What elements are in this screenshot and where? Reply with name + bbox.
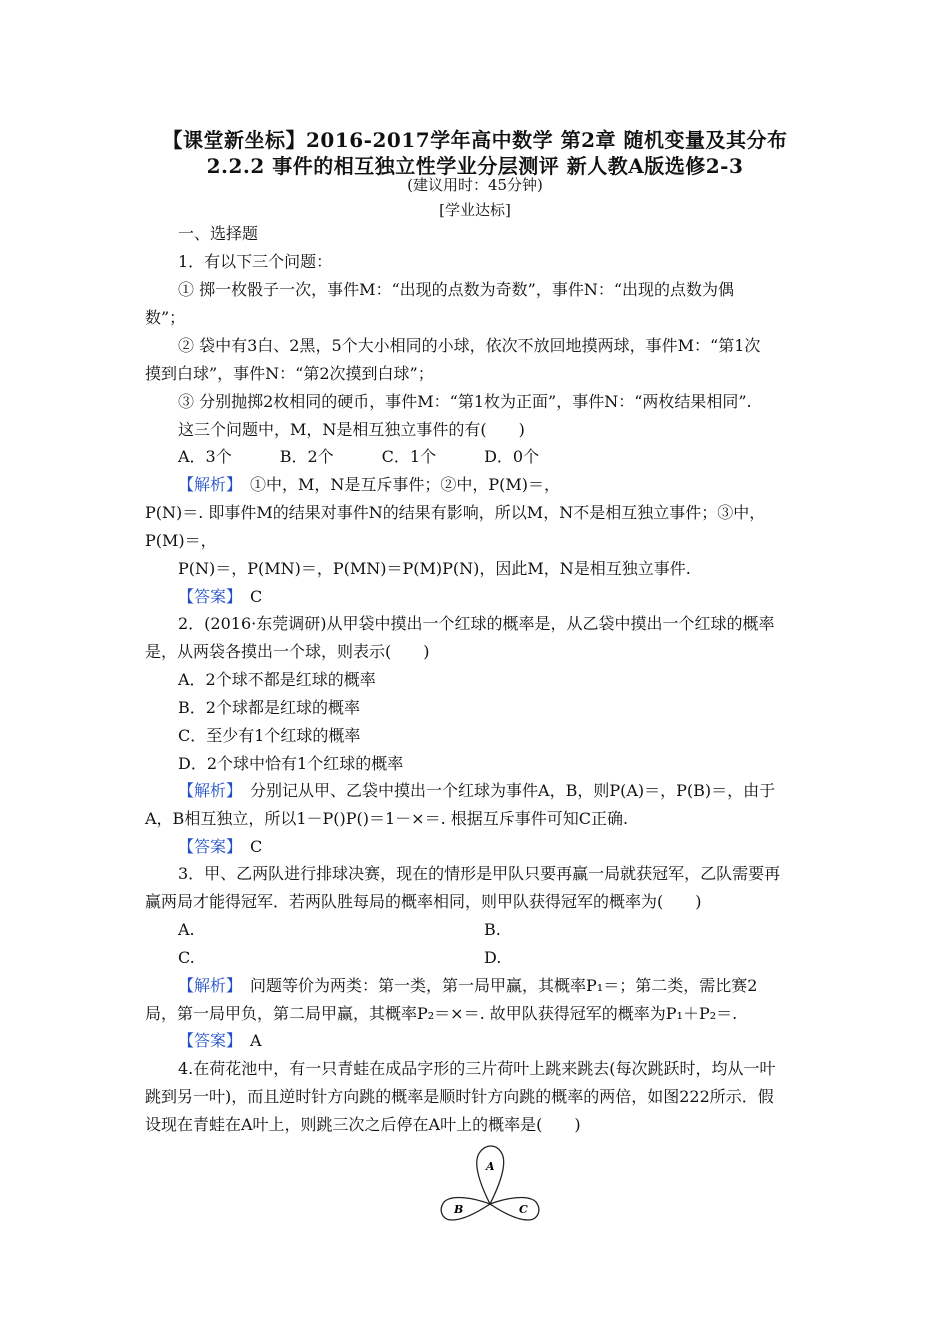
q2-stem-1: 2．(2016·东莞调研)从甲袋中摸出一个红球的概率是，从乙袋中摸出一个红球的概率	[178, 614, 775, 633]
q3-option-d: D.	[484, 948, 502, 967]
q1-item-3b: 这三个问题中，M，N是相互独立事件的有( )	[178, 420, 525, 439]
answer-tag: 【答案】	[178, 837, 235, 856]
q1-item-1b: 数”；	[145, 308, 186, 327]
leaf-c-label: C	[519, 1203, 528, 1216]
suggested-time: (建议用时：45分钟)	[407, 176, 543, 194]
q2-option-a: A．2个球不都是红球的概率	[178, 670, 376, 689]
lily-pad-figure	[430, 1140, 550, 1224]
q1-answer	[178, 587, 262, 607]
q1-stem: 1．有以下三个问题：	[178, 252, 333, 271]
q2-option-b: B．2个球都是红球的概率	[178, 698, 360, 717]
q3-option-c: C.	[178, 948, 195, 967]
q1-analysis-1: ①中，M，N是互斥事件；②中，P(M)＝，	[234, 475, 561, 494]
q3-option-b: B.	[484, 920, 501, 939]
q3-analysis-1: 问题等价为两类：第一类，第一局甲赢，其概率P₁＝；第二类，需比赛2	[234, 976, 758, 995]
leaf-c-outline	[490, 1198, 539, 1220]
q4-stem-3: 设现在青蛙在A叶上，则跳三次之后停在A叶上的概率是( )	[145, 1115, 581, 1134]
leaf-a-label: A	[486, 1160, 495, 1173]
q3-stem-2: 赢两局才能得冠军．若两队胜每局的概率相同，则甲队获得冠军的概率为( )	[145, 892, 702, 911]
q1-analysis-2: P(N)＝. 即事件M的结果对事件N的结果有影响，所以M，N不是相互独立事件；③中，	[145, 503, 766, 522]
answer-tag: 【答案】	[178, 1031, 235, 1050]
leaf-b-outline	[441, 1198, 490, 1220]
q3-stem-1: 3．甲、乙两队进行排球决赛，现在的情形是甲队只要再赢一局就获冠军，乙队需要再	[178, 864, 781, 883]
q2-option-c: C．至少有1个红球的概率	[178, 726, 361, 745]
q2-analysis-1: 分别记从甲、乙袋中摸出一个红球为事件A，B，则P(A)＝，P(B)＝，由于	[234, 781, 776, 800]
q2-analysis	[178, 781, 775, 801]
q2-stem-2: 是，从两袋各摸出一个球，则表示( )	[145, 642, 430, 661]
q3-answer-value: A	[234, 1031, 262, 1050]
q1-options: A．3个 B．2个 C．1个 D．0个	[178, 447, 540, 466]
q3-analysis-2: 局，第一局甲负，第二局甲赢，其概率P₂＝×＝. 故甲队获得冠军的概率为P₁＋P₂＝.	[145, 1004, 738, 1023]
q1-item-1a: ① 掷一枚骰子一次，事件M：“出现的点数为奇数”，事件N：“出现的点数为偶	[178, 280, 735, 299]
q1-item-3a: ③ 分别抛掷2枚相同的硬币，事件M：“第1枚为正面”，事件N：“两枚结果相同”.	[178, 392, 752, 411]
q1-answer-value: C	[234, 587, 263, 606]
q1-analysis-4: P(N)＝，P(MN)＝，P(MN)＝P(M)P(N)，因此M，N是相互独立事件.	[178, 559, 691, 578]
q2-answer	[178, 837, 262, 857]
analysis-tag: 【解析】	[178, 976, 235, 995]
q2-analysis-2: A，B相互独立，所以1－P()P()＝1－×＝. 根据互斥事件可知C正确.	[145, 809, 629, 828]
answer-tag: 【答案】	[178, 587, 235, 606]
q3-analysis	[178, 976, 757, 996]
q3-option-a: A.	[178, 920, 195, 939]
q4-stem-2: 跳到另一叶)，而且逆时针方向跳的概率是顺时针方向跳的概率的两倍，如图222所示．假	[145, 1087, 774, 1106]
document-title-line-2: 2.2.2 事件的相互独立性学业分层测评 新人教A版选修2-3	[206, 154, 744, 178]
analysis-tag: 【解析】	[178, 781, 235, 800]
q4-stem-1: 4.在荷花池中，有一只青蛙在成品字形的三片荷叶上跳来跳去(每次跳跃时，均从一叶	[178, 1059, 776, 1078]
q3-answer	[178, 1031, 262, 1051]
q1-analysis-3: P(M)＝，	[145, 531, 217, 550]
q2-option-d: D．2个球中恰有1个红球的概率	[178, 754, 404, 773]
q1-analysis	[178, 475, 560, 495]
part-heading: 一、选择题	[178, 224, 259, 243]
analysis-tag: 【解析】	[178, 475, 235, 494]
q2-answer-value: C	[234, 837, 263, 856]
section-label: [学业达标]	[439, 201, 511, 219]
leaf-b-label: B	[454, 1203, 464, 1216]
leaf-a-outline	[477, 1146, 504, 1204]
q1-item-2a: ② 袋中有3白、2黑，5个大小相同的小球，依次不放回地摸两球，事件M：“第1次	[178, 336, 761, 355]
document-title-line-1: 【课堂新坐标】2016-2017学年高中数学 第2章 随机变量及其分布	[162, 128, 788, 152]
q1-item-2b: 摸到白球”，事件N：“第2次摸到白球”；	[145, 364, 434, 383]
